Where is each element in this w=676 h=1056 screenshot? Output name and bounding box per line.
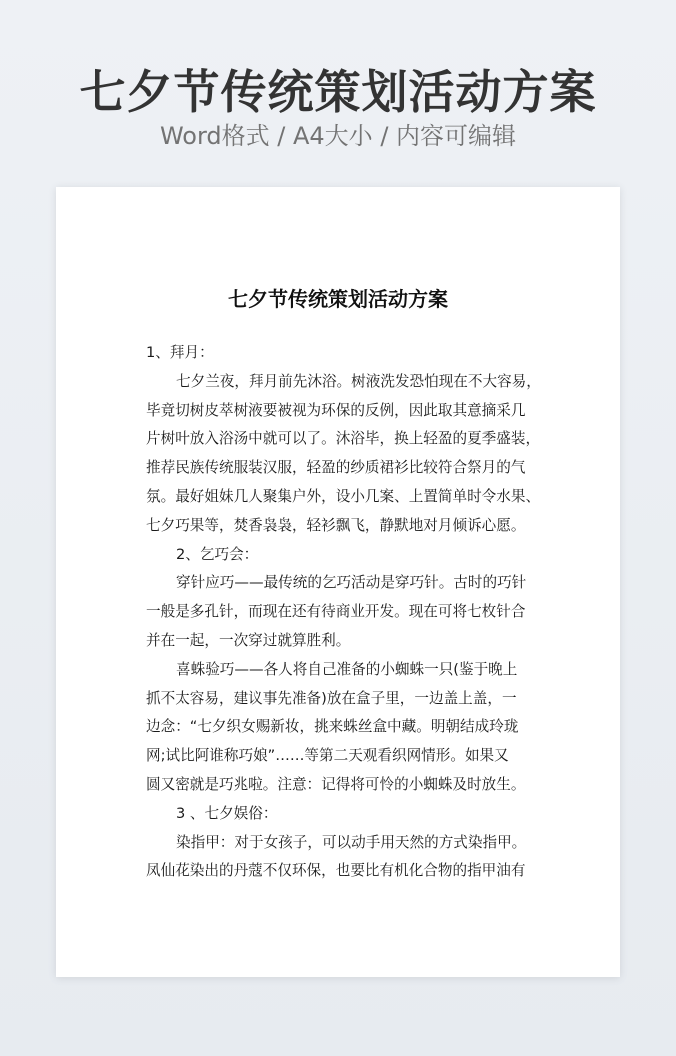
paragraph-line: 圆又密就是巧兆啦。注意：记得将可怜的小蜘蛛及时放生。 (146, 775, 526, 793)
banner-title: 七夕节传统策划活动方案 (79, 65, 597, 119)
banner-subtitle: Word格式 / A4大小 / 内容可编辑 (159, 122, 517, 150)
section-heading-qiqiao: 2、乞巧会： (176, 545, 259, 563)
promo-banner (0, 0, 676, 180)
paragraph-line: 穿针应巧——最传统的乞巧活动是穿巧针。古时的巧针 (176, 574, 527, 592)
paragraph-line: 片树叶放入浴汤中就可以了。沐浴毕，换上轻盈的夏季盛装， (146, 430, 541, 448)
paragraph-line: 抓不太容易，建议事先准备)放在盒子里，一边盖上盖，一 (146, 689, 517, 707)
paragraph-line: 喜蛛验巧——各人将自己准备的小蜘蛛一只(鉴于晚上 (176, 660, 518, 678)
paragraph-line: 七夕兰夜，拜月前先沐浴。树液洗发恐怕现在不大容易， (176, 372, 541, 390)
paragraph-line: 氛。最好姐妹几人聚集户外，设小几案、上置简单时令水果、 (146, 487, 541, 505)
document-page (56, 187, 620, 977)
paragraph-line: 边念：“七夕织女赐新妆，挑来蛛丝盒中藏。明朝结成玲珑 (146, 718, 519, 736)
paragraph-line: 染指甲：对于女孩子，可以动手用天然的方式染指甲。 (176, 833, 527, 851)
section-heading-worship-moon: 1、拜月： (146, 344, 214, 361)
paragraph-line: 七夕巧果等，焚香袅袅，轻衫飘飞，静默地对月倾诉心愿。 (146, 516, 526, 534)
document-title: 七夕节传统策划活动方案 (228, 287, 448, 311)
paragraph-line: 一般是多孔针，而现在还有待商业开发。现在可将七枚针合 (146, 603, 526, 621)
section-heading-customs: 3 、七夕娱俗： (176, 804, 278, 822)
paragraph-line: 并在一起，一次穿过就算胜利。 (146, 631, 351, 649)
paragraph-line: 毕竟切树皮萃树液要被视为环保的反例，因此取其意摘采几 (146, 401, 526, 419)
paragraph-line: 推荐民族传统服装汉服，轻盈的纱质裙衫比较符合祭月的气 (146, 459, 526, 477)
document-body (146, 339, 540, 886)
paragraph-line: 凤仙花染出的丹蔻不仅环保，也要比有机化合物的指甲油有 (146, 862, 526, 880)
paragraph-line: 网;试比阿谁称巧娘”……等第二天观看织网情形。如果又 (146, 747, 509, 765)
